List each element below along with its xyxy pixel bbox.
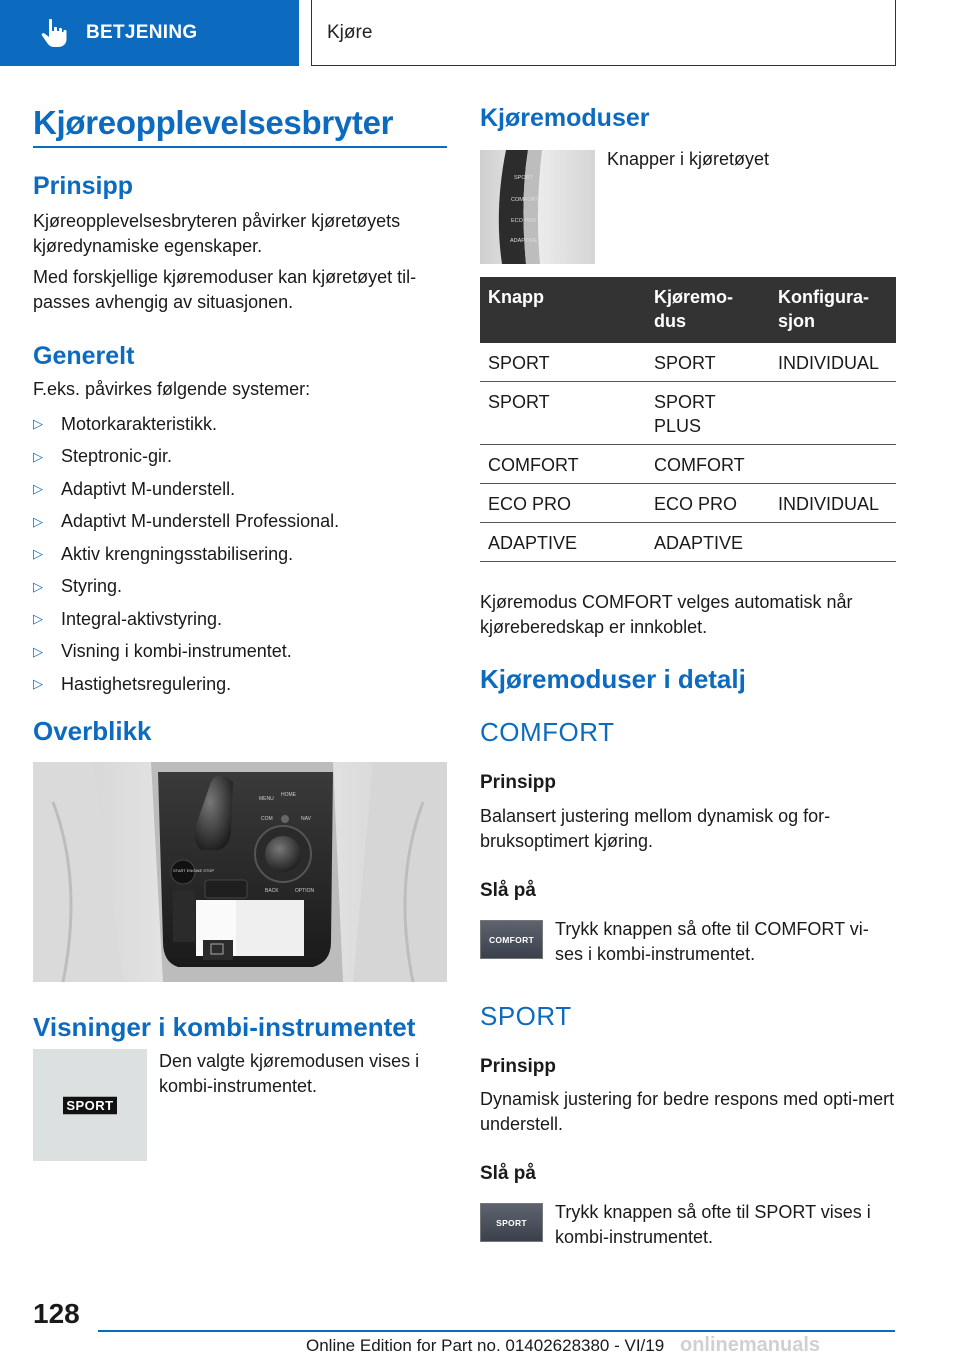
sport-prinsipp-text: Dynamisk justering for bedre respons med opti-mert understell. xyxy=(480,1089,895,1134)
list-item: ▷ Steptronic-gir. xyxy=(33,446,173,467)
heading-comfort: COMFORT xyxy=(480,717,615,747)
heading-overblikk: Overblikk xyxy=(33,716,152,746)
list-item: ▷ Aktiv krengningsstabilisering. xyxy=(33,543,294,564)
table-row: COMFORT COMFORT xyxy=(480,445,896,484)
list-item: ▷ Visning i kombi-instrumentet. xyxy=(33,641,292,662)
chapter-title: Kjøre xyxy=(311,0,896,66)
sport-sla-pa-label: Slå på xyxy=(480,1163,536,1184)
triangle-bullet-icon: ▷ xyxy=(33,481,43,497)
footer-divider xyxy=(98,1330,895,1332)
section-label: BETJENING xyxy=(86,22,198,43)
comfort-button[interactable] xyxy=(480,920,543,959)
buttons-caption: Knapper i kjøretøyet xyxy=(607,149,770,169)
svg-text:START ENGINE STOP: START ENGINE STOP xyxy=(173,868,215,873)
visninger-text: Den valgte kjøremodusen vises i kombi-instrumentet. xyxy=(159,1051,420,1096)
col-header-knapp: Knapp xyxy=(480,277,646,343)
svg-text:MENU: MENU xyxy=(259,796,274,802)
col-header-konfigurasjon: Konfigura-sjon xyxy=(770,277,896,343)
list-item: ▷ Hastighetsregulering. xyxy=(33,673,232,694)
comfort-button-label: COMFORT xyxy=(488,934,535,945)
heading-detalj: Kjøremoduser i detalj xyxy=(480,664,746,694)
sport-badge: SPORT xyxy=(63,1096,116,1115)
triangle-bullet-icon: ▷ xyxy=(33,578,43,594)
svg-text:OPTION: OPTION xyxy=(295,888,315,894)
list-item: ▷ Adaptivt M-understell Professional. xyxy=(33,511,340,532)
table-header-row xyxy=(480,277,896,343)
triangle-bullet-icon: ▷ xyxy=(33,643,43,659)
mode-buttons-photo xyxy=(480,150,595,264)
heading-sport: SPORT xyxy=(480,1001,572,1031)
heading-prinsipp: Prinsipp xyxy=(33,172,134,200)
table-row: ADAPTIVE ADAPTIVE xyxy=(480,523,896,562)
comfort-sla-pa-text: Trykk knappen så ofte til COMFORT vi-ses i kombi-instrumentet. xyxy=(555,919,869,964)
list-item: ▷ Styring. xyxy=(33,576,123,597)
edition-text: Online Edition for Part no. 01402628380 - VI/19 xyxy=(306,1336,665,1355)
sport-button[interactable] xyxy=(480,1203,543,1242)
systems-list xyxy=(33,408,447,701)
title-divider xyxy=(33,146,447,148)
heading-kjoremoduser: Kjøremoduser xyxy=(480,104,650,132)
svg-text:NAV: NAV xyxy=(301,816,311,822)
svg-text:BACK: BACK xyxy=(265,888,279,894)
triangle-bullet-icon: ▷ xyxy=(33,676,43,692)
svg-text:HOME: HOME xyxy=(281,792,296,798)
svg-text:COMFORT: COMFORT xyxy=(511,197,539,203)
triangle-bullet-icon: ▷ xyxy=(33,416,43,432)
watermark: onlinemanuals xyxy=(680,1334,821,1356)
heading-visninger: Visninger i kombi-instrumentet xyxy=(33,1012,416,1042)
section-tab[interactable] xyxy=(0,0,299,66)
sport-button-label: SPORT xyxy=(496,1217,527,1228)
triangle-bullet-icon: ▷ xyxy=(33,448,43,464)
svg-text:SPORT: SPORT xyxy=(514,175,533,181)
page-title: Kjøreopplevelsesbryter xyxy=(33,104,394,141)
list-item: ▷ Adaptivt M-understell. xyxy=(33,478,236,499)
triangle-bullet-icon: ▷ xyxy=(33,546,43,562)
list-item: ▷ Integral-aktivstyring. xyxy=(33,608,223,629)
center-console-illustration xyxy=(33,762,447,982)
comfort-default-note: Kjøremodus COMFORT velges automatisk når kjøreberedskap er innkoblet. xyxy=(480,592,853,637)
center-console-photo xyxy=(33,762,447,982)
svg-text:COM: COM xyxy=(261,816,273,822)
table-row: ECO PRO ECO PRO INDIVIDUAL xyxy=(480,484,896,523)
table-row: SPORT SPORT PLUS xyxy=(480,382,896,445)
touch-hand-icon xyxy=(40,18,68,48)
triangle-bullet-icon: ▷ xyxy=(33,513,43,529)
prinsipp-paragraph-1: Kjøreopplevelsesbryteren påvirker kjøretøyets kjøredynamiske egenskaper. xyxy=(33,211,401,256)
col-header-kjoremodus: Kjøremo-dus xyxy=(646,277,770,343)
mode-buttons-illustration xyxy=(480,150,595,264)
comfort-sla-pa-label: Slå på xyxy=(480,880,536,901)
sport-sla-pa-text: Trykk knappen så ofte til SPORT vises i kombi-instrumentet. xyxy=(555,1202,871,1247)
cluster-sport-display xyxy=(33,1049,147,1161)
triangle-bullet-icon: ▷ xyxy=(33,611,43,627)
generelt-intro: F.eks. påvirkes følgende systemer: xyxy=(33,379,311,399)
list-item: ▷ Motorkarakteristikk. xyxy=(33,413,218,434)
heading-generelt: Generelt xyxy=(33,342,135,370)
page-number: 128 xyxy=(33,1298,80,1329)
svg-text:ECO PRO: ECO PRO xyxy=(511,218,537,224)
comfort-prinsipp-text: Balansert justering mellom dynamisk og for-bruksoptimert kjøring. xyxy=(480,806,831,851)
modes-table xyxy=(480,277,896,562)
table-row: SPORT SPORT INDIVIDUAL xyxy=(480,343,896,382)
comfort-prinsipp-label: Prinsipp xyxy=(480,772,557,793)
sport-prinsipp-label: Prinsipp xyxy=(480,1056,557,1077)
svg-text:ADAPTIVE: ADAPTIVE xyxy=(510,238,538,244)
prinsipp-paragraph-2: Med forskjellige kjøremoduser kan kjøretøyet til-passes avhengig av situasjonen. xyxy=(33,267,417,312)
